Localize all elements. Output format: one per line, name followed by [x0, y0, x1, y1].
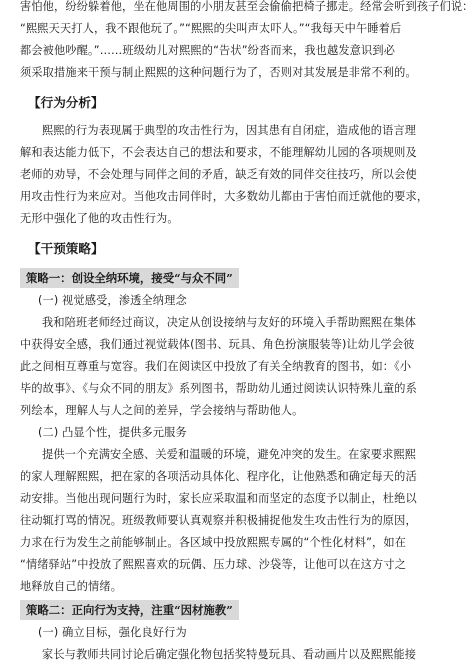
strategy-one-a-paragraph	[20, 312, 454, 422]
text-line: “熙熙天天打人，我不跟他玩了。”“熙熙的尖叫声太吓人。”“我每天中午睡着后	[20, 22, 402, 35]
text-line: 的家人理解熙熙，把在家的各项活动具体化、程序化，让他熟悉和确定每天的活	[20, 470, 417, 483]
text-line: 老师的劝导，不会处理与同伴之间的矛盾，缺乏有效的同伴交往技巧，所以会使	[20, 168, 417, 181]
strategy-one-row	[20, 266, 454, 290]
behavior-analysis-heading: 【行为分析】	[28, 95, 104, 110]
text-line: 动安排。当他出现问题行为时，家长应采取温和而坚定的态度予以制止，杜绝以	[20, 492, 417, 505]
strategy-two-row	[20, 598, 454, 622]
text-line: 毕的故事》、《与众不同的朋友》系列图书，帮助幼儿通过阅读认识特殊儿童的系	[20, 382, 417, 395]
strategy-one-b-paragraph	[20, 444, 454, 598]
text-line: 我和陪班老师经过商议，决定从创设接纳与友好的环境入手帮助熙熙在集体	[42, 316, 417, 329]
analysis-paragraph	[20, 120, 454, 230]
text-line: 害怕他，纷纷躲着他，坐在他周围的小朋友甚至会偷偷把椅子挪走。经常会听到孩子们说：	[20, 0, 474, 13]
text-line: 熙熙的行为表现属于典型的攻击性行为，因其患有自闭症，造成他的语言理	[42, 124, 417, 137]
intervention-strategy-heading: 【干预策略】	[28, 241, 104, 256]
strategy-one-title: 策略一：创设全纳环境，接受“与众不同”	[20, 268, 239, 288]
text-line: “情绪驿站”中投放了熙熙喜欢的玩偶、压力球、沙袋等，让他可以在这方寸之	[20, 558, 407, 571]
text-line: 用攻击性行为来应对。当他攻击同伴时，大多数幼儿都由于害怕而迁就他的要求，	[20, 190, 429, 203]
text-line: 提供一个充满安全感、关爱和温暖的环境，避免冲突的发生。在家要求熙熙	[42, 448, 417, 461]
text-line: 往动辄打骂的情况。班级教师要认真观察并积极捕捉他发生攻击性行为的原因，	[20, 514, 417, 527]
text-line: 中获得安全感，我们通过视觉载体(图书、玩具、角色扮演服装等)让幼儿学会彼	[20, 338, 415, 351]
intro-paragraph	[20, 0, 474, 84]
text-line: 列绘本，理解人与人之间的差异，学会接纳与帮助他人。	[20, 404, 304, 417]
strategy-two-title: 策略二：正向行为支持，注重“因材施教”	[20, 600, 239, 620]
text-line: 此之间相互尊重与宽容。我们在阅读区中投放了有关全纳教育的图书，如：《小	[20, 360, 412, 373]
text-line: 力求在行为发生之前能够制止。各区域中投放熙熙专属的“个性化材料”，如在	[20, 536, 407, 549]
text-line: 家长与教师共同讨论后确定强化物包括奖特曼玩具、看动画片以及熙熙能接	[42, 648, 417, 661]
text-line: 解和表达能力低下，不会表达自己的想法和要求，不能理解幼儿园的各项规则及	[20, 146, 417, 159]
subsection-title: (一) 视觉感受，渗透全纳理念	[38, 294, 187, 307]
text-line: 须采取措施来干预与制止熙熙的这种问题行为了，否则对其发展是非常不利的。	[20, 66, 417, 79]
text-line: 无形中强化了他的攻击性行为。	[20, 212, 179, 225]
subsection-title: (二) 凸显个性，提供多元服务	[38, 426, 187, 439]
text-line: 都会被他吵醒。”……班级幼儿对熙熙的“告状”纷沓而来，我也越发意识到必	[20, 44, 396, 57]
subsection-title: (一) 确立目标，强化良好行为	[38, 626, 187, 639]
text-line: 地释放自己的情绪。	[20, 580, 123, 593]
strategy-two-a-paragraph	[20, 644, 454, 666]
